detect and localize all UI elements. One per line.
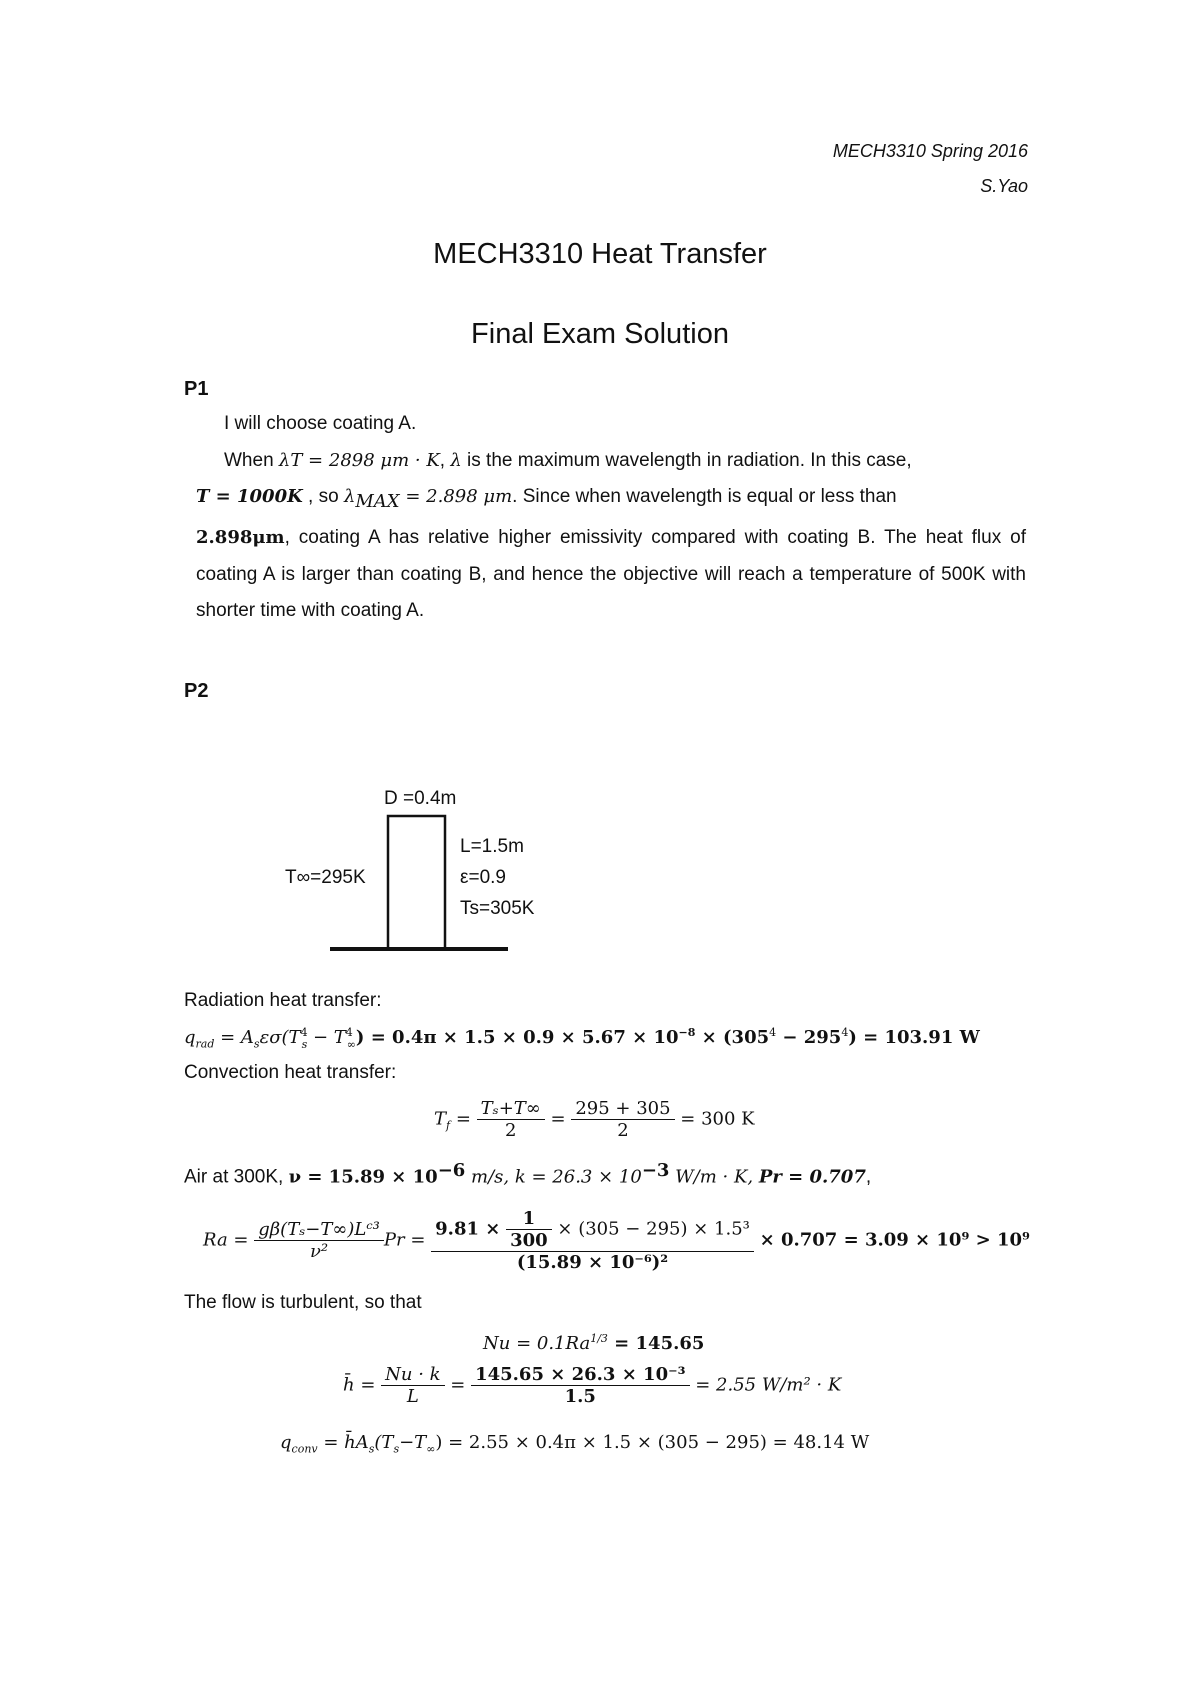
p1-sentence-1: I will choose coating A. — [224, 413, 417, 434]
h-frac1-den: L — [406, 1386, 419, 1407]
tf-frac2-num: 295 + 305 — [571, 1098, 674, 1120]
q-rad-result: ) = 103.91 W — [848, 1027, 980, 1048]
p1-eq-wien: λT = 2898 μm · K — [278, 449, 440, 471]
air-end: , — [865, 1166, 872, 1188]
rayleigh-equation — [203, 1208, 1030, 1273]
tf-frac1-den: 2 — [504, 1120, 517, 1141]
air-pr: Pr = 0.707 — [758, 1166, 866, 1188]
nu-exp: 1/3 — [590, 1332, 608, 1345]
air-text: Air at 300K, — [184, 1166, 289, 1188]
air-k: k = 26.3 × 10 — [514, 1166, 642, 1188]
q-rad-eq-1: εσ(T — [259, 1027, 301, 1048]
ra-fraction-1 — [254, 1219, 384, 1262]
tf-symbol: T — [434, 1108, 447, 1130]
h-result: = 2.55 W/m² · K — [695, 1374, 842, 1396]
q-rad-eq-2: − T — [307, 1027, 346, 1048]
tf-sub: f — [446, 1119, 451, 1133]
p1-so: , so — [302, 486, 344, 507]
q-conv-eq2: −T — [399, 1432, 427, 1453]
page-subtitle: Final Exam Solution — [471, 318, 729, 350]
emissivity-label: ε=0.9 — [460, 867, 506, 888]
p1-sentence-4-text: , coating A has relative higher emissivity compared with coating B. The heat flux of coating A is larger than coating B, and hence the objective will reach a temperature of 500K with shorter time with coating A. — [196, 527, 1026, 622]
surface-temp-label: Ts=305K — [460, 898, 535, 919]
air-nu-unit: m/s, — [465, 1166, 515, 1188]
tf-frac2-den: 2 — [617, 1120, 629, 1141]
p1-eq-lmax-sub: MAX — [355, 490, 400, 512]
ra-frac1-num: gβ(Tₛ−T∞)Lᶜ³ — [258, 1219, 380, 1240]
ra-inner-den: 300 — [510, 1230, 548, 1251]
tf-frac1-num: Tₛ+T∞ — [480, 1098, 541, 1119]
ra-frac2-num-b: × (305 − 295) × 1.5³ — [557, 1218, 750, 1240]
h-lhs: h̄ = — [343, 1374, 376, 1396]
air-properties-line — [184, 1160, 871, 1188]
tf-fraction-1 — [477, 1098, 545, 1141]
h-frac2-num: 145.65 × 26.3 × 10⁻³ — [475, 1364, 686, 1385]
air-k-unit: W/m · K, — [669, 1166, 759, 1188]
air-k-exp: −3 — [641, 1160, 670, 1181]
q-rad-eq-4: × (305 — [695, 1027, 770, 1048]
p1-sentence-3-text: . Since when wavelength is equal or less than — [512, 486, 897, 507]
course-term-header: MECH3310 Spring 2016 — [832, 141, 1028, 161]
ra-result: × 0.707 = 3.09 × 10⁹ > 10⁹ — [759, 1229, 1030, 1251]
ra-frac1-den: ν² — [309, 1241, 329, 1262]
p1-sentence-2 — [196, 443, 1026, 480]
nu-eq: Nu = 0.1Ra — [483, 1333, 591, 1354]
h-fraction-2 — [471, 1364, 689, 1407]
q-rad-eq-5: − 295 — [776, 1027, 842, 1048]
radiation-heading: Radiation heat transfer: — [184, 990, 382, 1011]
ra-frac2-num-a: 9.81 × — [435, 1218, 501, 1240]
turbulent-text: The flow is turbulent, so that — [184, 1292, 422, 1313]
length-label: L=1.5m — [460, 836, 524, 857]
p1-body — [196, 406, 1026, 630]
p1-when: When — [224, 449, 279, 471]
film-temp-equation: $T_f$ = $\frac{\text{Tₛ+T∞}}{2}$ = $\frac{295 + 305}{2}$ = 300 K — [434, 1098, 755, 1141]
page-title: MECH3310 Heat Transfer — [433, 238, 767, 270]
q-rad-exp: −8 — [678, 1026, 696, 1039]
q-rad-area-sub: s — [253, 1037, 260, 1051]
p1-eq-lmax-val: = 2.898 μm — [399, 486, 513, 507]
q-rad-symbol: q — [184, 1027, 196, 1048]
air-nu: ν = 15.89 × 10 — [288, 1166, 438, 1188]
p1-eq-lmax: λ — [343, 486, 356, 507]
q-rad-sub: rad — [195, 1037, 215, 1051]
ra-inner-num: 1 — [522, 1208, 536, 1229]
p1-sentence-2-text: is the maximum wavelength in radiation. In this case, — [461, 449, 912, 471]
p1-eq-2898: 2.898μm — [196, 527, 285, 549]
h-frac2-den: 1.5 — [564, 1386, 596, 1407]
q-conv-equation: $q_{conv}$ = $h̄A_s(T_s-T_\infty) = 2.55 \times 0.4\pi \times 1.5 \times (305 - 295) = 48.14$ W — [280, 1432, 870, 1456]
radiation-equation: $q_{rad} = A_s\varepsilon\sigma(T^4_s - T^4_\infty) = 0.4\pi \times 1.5 \times 0.9 \times 5.67 \times 10^{-8} \times (305^4 - 295^4) = 103.91$ W — [184, 1026, 980, 1051]
q-conv-symbol: q — [280, 1432, 292, 1453]
p1-sentence-3 — [196, 479, 1026, 520]
nu-result: = 145.65 — [607, 1333, 705, 1354]
q-conv-result: ) = 2.55 × 0.4π × 1.5 × (305 − 295) = 48.14 W — [435, 1432, 870, 1453]
h-fraction-1 — [381, 1364, 444, 1407]
air-nu-exp: −6 — [437, 1160, 466, 1181]
author-header: S.Yao — [980, 176, 1028, 196]
p2-heading: P2 — [184, 680, 209, 702]
p1-eq-temp: T = 1000K — [196, 486, 303, 507]
h-coefficient-equation: h̄ = $\frac{Nu \cdot k}{L}$ = $\frac{\text{145.65 × 26.3 × 10⁻³}}{1.5}$ = 2.55 W/m² · K — [343, 1364, 842, 1407]
p1-sentence-4 — [196, 520, 1026, 630]
cylinder-outline — [388, 816, 445, 949]
p1-lambda: λ — [450, 449, 462, 471]
h-frac1-num: Nu · k — [385, 1364, 441, 1385]
p1-heading: P1 — [184, 378, 209, 400]
ra-frac2-den: (15.89 × 10⁻⁶)² — [516, 1252, 669, 1273]
ra-inner-fraction — [506, 1208, 552, 1251]
q-rad-area: = A — [214, 1027, 254, 1048]
q-conv-eq: (T — [374, 1432, 394, 1453]
ambient-temp-label: T∞=295K — [285, 867, 366, 888]
ra-lhs: Ra = — [203, 1229, 249, 1251]
q-conv-rhs: = h̄A — [317, 1432, 369, 1453]
q-rad-eq-3: ) = 0.4π × 1.5 × 0.9 × 5.67 × 10 — [355, 1027, 679, 1048]
ra-fraction-2 — [431, 1208, 754, 1273]
tf-result: = 300 K — [680, 1108, 755, 1130]
tf-fraction-2 — [571, 1098, 674, 1141]
ra-pr: Pr = — [383, 1229, 426, 1251]
p1-sep: , — [439, 449, 451, 471]
diameter-label: D =0.4m — [384, 788, 457, 809]
q-conv-sub: conv — [291, 1442, 318, 1456]
nusselt-equation — [483, 1332, 704, 1354]
convection-heading: Convection heat transfer: — [184, 1062, 397, 1083]
